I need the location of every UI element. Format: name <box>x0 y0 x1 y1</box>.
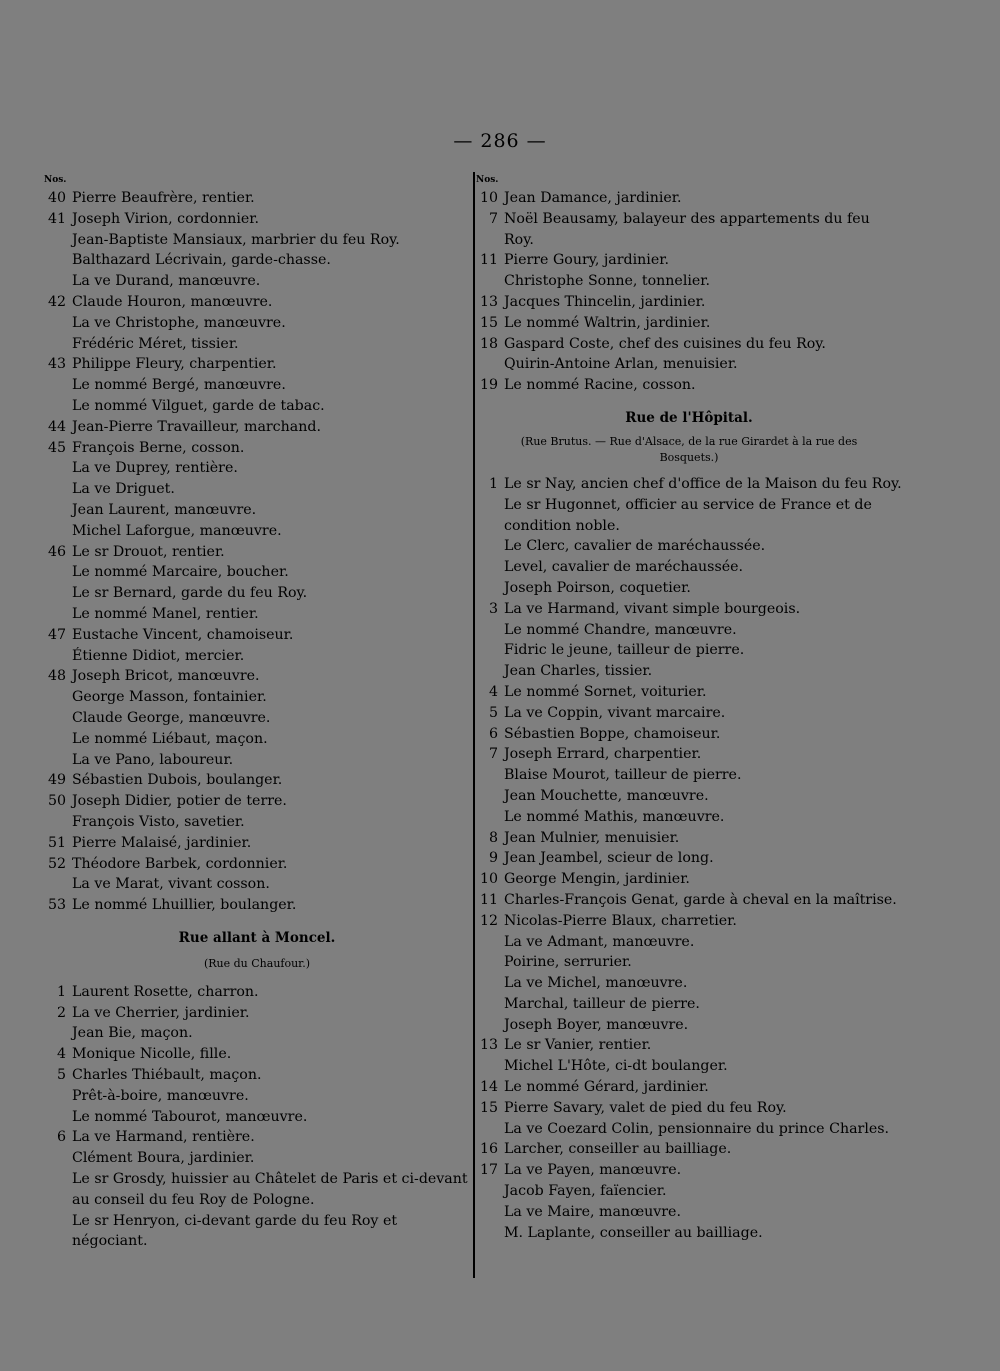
entry-text: Eustache Vincent, chamoiseur. <box>72 626 294 643</box>
entry-number: 40 <box>47 190 66 206</box>
entry-number: 10 <box>479 190 498 206</box>
entry-number: 51 <box>47 834 66 851</box>
entry-row <box>474 869 904 890</box>
entry-row <box>474 744 904 765</box>
entry-row <box>474 682 904 703</box>
right-column <box>474 172 904 1243</box>
section-entry-list <box>44 982 470 1252</box>
entry-text: Le sr Vanier, rentier. <box>504 1037 652 1054</box>
entry-text: La ve Christophe, manœuvre. <box>72 314 286 331</box>
entry-number: 5 <box>56 1067 66 1084</box>
entry-row <box>44 209 470 230</box>
entry-row <box>474 313 904 334</box>
entry-row <box>474 334 904 355</box>
left-column <box>44 172 470 1252</box>
entry-row <box>474 495 904 537</box>
entry-text: Le nommé Tabourot, manœuvre. <box>72 1108 308 1125</box>
entry-text: Jean Laurent, manœuvre. <box>72 501 257 518</box>
entry-text: Le sr Henryon, ci-devant garde du feu Roy et négociant. <box>72 1212 398 1250</box>
entry-row <box>44 833 470 854</box>
entry-text: Philippe Fleury, charpentier. <box>72 356 277 373</box>
entry-text: Le sr Drouot, rentier. <box>72 543 225 560</box>
page-number: — 286 — <box>453 130 547 152</box>
entry-text: Le nommé Mathis, manœuvre. <box>504 808 725 825</box>
entry-number: 43 <box>47 356 66 373</box>
entry-text: La ve Coppin, vivant marcaire. <box>504 704 726 721</box>
entry-row <box>44 1065 470 1086</box>
entry-text: Le nommé Chandre, manœuvre. <box>504 621 737 638</box>
entry-row <box>474 724 904 745</box>
entry-number: 41 <box>47 210 66 227</box>
entry-row <box>44 396 470 417</box>
section-subtitle: (Rue du Chaufour.) <box>203 956 311 970</box>
entry-text: Le nommé Vilguet, garde de tabac. <box>72 397 325 414</box>
entry-text: Clément Boura, jardinier. <box>72 1150 255 1167</box>
entry-row <box>44 750 470 771</box>
entry-text: Le nommé Bergé, manœuvre. <box>72 377 286 394</box>
entry-row <box>44 1211 470 1253</box>
entry-list <box>474 188 904 396</box>
entry-text: Le nommé Marcaire, boucher. <box>72 564 289 581</box>
entry-row <box>474 703 904 724</box>
entry-number: 50 <box>47 793 66 810</box>
entry-text: La ve Maire, manœuvre. <box>504 1203 681 1220</box>
entry-text: Le Clerc, cavalier de maréchaussée. <box>504 538 766 555</box>
entry-number: 42 <box>47 293 66 310</box>
entry-row <box>474 911 904 932</box>
entry-text: M. Laplante, conseiller au bailliage. <box>504 1224 763 1241</box>
entry-row <box>44 1148 470 1169</box>
entry-text: François Visto, savetier. <box>72 813 245 830</box>
entry-number: 49 <box>47 772 66 789</box>
entry-row <box>44 604 470 625</box>
entry-text: Jean Mulnier, menuisier. <box>504 829 680 846</box>
entry-row <box>44 646 470 667</box>
entry-row <box>474 375 904 396</box>
entry-text: La ve Duprey, rentière. <box>72 460 238 477</box>
entry-row <box>44 1107 470 1128</box>
entry-text: La ve Coezard Colin, pensionnaire du prince Charles. <box>504 1120 890 1137</box>
entry-text: Joseph Poirson, coquetier. <box>504 579 691 596</box>
entry-row <box>474 994 904 1015</box>
entry-number: 44 <box>47 418 66 435</box>
numbers-header: Nos. <box>476 175 499 185</box>
entry-text: George Mengin, jardinier. <box>504 871 690 888</box>
entry-row <box>44 770 470 791</box>
entry-text: Le nommé Gérard, jardinier. <box>504 1079 709 1096</box>
entry-row <box>44 1086 470 1107</box>
entry-row <box>44 438 470 459</box>
entry-text: Quirin-Antoine Arlan, menuisier. <box>504 356 738 373</box>
entry-text: La ve Payen, manœuvre. <box>504 1162 682 1179</box>
entry-row <box>44 982 470 1003</box>
entry-text: Le nommé Sornet, voiturier. <box>504 683 707 700</box>
entry-row <box>474 1098 904 1119</box>
entry-number: 13 <box>479 1037 498 1054</box>
entry-row <box>44 562 470 583</box>
entry-row <box>474 1056 904 1077</box>
entry-text: Le nommé Manel, rentier. <box>72 605 259 622</box>
entry-text: Le nommé Liébaut, maçon. <box>72 730 268 747</box>
section-title: Rue allant à Moncel. <box>178 929 336 946</box>
entry-text: François Berne, cosson. <box>72 439 245 456</box>
numbers-header: Nos. <box>44 175 67 185</box>
entry-row <box>44 895 470 916</box>
entry-text: Charles Thiébault, maçon. <box>72 1067 262 1084</box>
entry-row <box>474 1077 904 1098</box>
entry-text: La ve Admant, manœuvre. <box>504 933 695 950</box>
entry-text: Balthazard Lécrivain, garde-chasse. <box>72 252 331 269</box>
entry-number: 6 <box>56 1129 66 1146</box>
entry-row <box>474 1202 904 1223</box>
entry-number: 1 <box>488 475 498 492</box>
entry-number: 14 <box>479 1079 498 1096</box>
entry-number: 7 <box>488 210 498 227</box>
entry-text: Jean Mouchette, manœuvre. <box>504 787 709 804</box>
entry-row <box>44 375 470 396</box>
entry-row <box>474 661 904 682</box>
entry-number: 6 <box>488 725 498 742</box>
entry-number: 48 <box>47 668 66 685</box>
entry-number: 52 <box>47 855 66 872</box>
section-entry-list <box>474 474 904 1243</box>
entry-text: La ve Driguet. <box>72 481 175 498</box>
entry-row <box>44 334 470 355</box>
entry-row <box>44 188 470 209</box>
entry-row <box>474 250 904 271</box>
entry-number: 1 <box>56 983 66 1000</box>
entry-text: Le nommé Racine, cosson. <box>504 377 696 394</box>
entry-text: Larcher, conseiller au bailliage. <box>504 1141 732 1158</box>
entry-text: Pierre Savary, valet de pied du feu Roy. <box>504 1099 787 1116</box>
entry-text: Joseph Errard, charpentier. <box>504 746 702 763</box>
entry-row <box>474 271 904 292</box>
entry-row <box>474 828 904 849</box>
entry-row <box>44 625 470 646</box>
entry-number: 8 <box>488 829 498 846</box>
entry-row <box>474 620 904 641</box>
entry-row <box>44 854 470 875</box>
entry-text: La ve Cherrier, jardinier. <box>72 1004 250 1021</box>
entry-text: Fidric le jeune, tailleur de pierre. <box>504 642 745 659</box>
entry-text: Noël Beausamy, balayeur des appartements du feu Roy. <box>504 210 870 248</box>
entry-number: 47 <box>47 626 66 643</box>
entry-row <box>44 479 470 500</box>
entry-text: Joseph Boyer, manœuvre. <box>504 1016 689 1033</box>
entry-row <box>474 932 904 953</box>
entry-text: Prêt-à-boire, manœuvre. <box>72 1087 249 1104</box>
entry-text: Le nommé Lhuillier, boulanger. <box>72 897 297 914</box>
entry-text: Jean-Pierre Travailleur, marchand. <box>72 418 321 435</box>
entry-text: Claude Houron, manœuvre. <box>72 293 273 310</box>
entry-row <box>44 729 470 750</box>
entry-row <box>44 1169 470 1211</box>
entry-text: Jean Jeambel, scieur de long. <box>504 850 714 867</box>
entry-text: Michel Laforgue, manœuvre. <box>72 522 282 539</box>
entry-row <box>44 812 470 833</box>
entry-row <box>474 354 904 375</box>
entry-row <box>474 765 904 786</box>
entry-text: Nicolas-Pierre Blaux, charretier. <box>504 912 737 929</box>
entry-text: Marchal, tailleur de pierre. <box>504 995 700 1012</box>
entry-text: Jacques Thincelin, jardinier. <box>504 293 706 310</box>
entry-number: 45 <box>47 439 66 456</box>
entry-text: George Masson, fontainier. <box>72 689 267 706</box>
entry-text: Pierre Goury, jardinier. <box>504 252 669 269</box>
entry-number: 46 <box>47 543 66 560</box>
entry-row <box>44 271 470 292</box>
entry-text: La ve Harmand, vivant simple bourgeois. <box>504 600 801 617</box>
entry-row <box>44 874 470 895</box>
entry-row <box>474 536 904 557</box>
entry-row <box>44 1003 470 1024</box>
entry-number: 16 <box>479 1141 498 1158</box>
entry-row <box>474 1015 904 1036</box>
entry-row <box>44 1023 470 1044</box>
entry-number: 11 <box>479 252 498 269</box>
entry-text: Claude George, manœuvre. <box>72 709 271 726</box>
entry-row <box>474 1119 904 1140</box>
entry-text: Blaise Mourot, tailleur de pierre. <box>504 767 742 784</box>
entry-row <box>44 791 470 812</box>
entry-text: Joseph Didier, potier de terre. <box>72 793 287 810</box>
entry-row <box>474 209 904 251</box>
section-title: Rue de l'Hôpital. <box>625 409 753 426</box>
entry-text: La ve Durand, manœuvre. <box>72 273 261 290</box>
entry-number: 10 <box>479 871 498 888</box>
entry-text: Le sr Bernard, garde du feu Roy. <box>72 585 308 602</box>
entry-text: Christophe Sonne, tonnelier. <box>504 273 711 290</box>
entry-number: 3 <box>488 600 498 617</box>
entry-text: Joseph Bricot, manœuvre. <box>72 668 260 685</box>
entry-number: 4 <box>56 1046 66 1063</box>
entry-row <box>44 354 470 375</box>
entry-text: La ve Marat, vivant cosson. <box>72 876 270 893</box>
entry-row <box>44 250 470 271</box>
entry-text: Pierre Malaisé, jardinier. <box>72 834 252 851</box>
entry-row <box>44 292 470 313</box>
entry-text: Poirine, serrurier. <box>504 954 632 971</box>
entry-text: Jean Charles, tissier. <box>504 663 653 680</box>
entry-text: Le nommé Waltrin, jardinier. <box>504 314 711 331</box>
entry-row <box>44 417 470 438</box>
entry-row <box>44 666 470 687</box>
entry-text: Le sr Grosdy, huissier au Châtelet de Paris et ci-devant au conseil du feu Roy de Pologne. <box>72 1171 468 1208</box>
entry-row <box>474 1160 904 1181</box>
entry-number: 5 <box>488 704 498 721</box>
entry-number: 17 <box>479 1162 498 1179</box>
entry-row <box>44 1044 470 1065</box>
entry-text: Sébastien Boppe, chamoiseur. <box>504 725 721 742</box>
entry-number: 53 <box>47 897 66 914</box>
entry-number: 12 <box>479 912 498 929</box>
entry-text: Joseph Virion, cordonnier. <box>72 210 260 227</box>
entry-list <box>44 188 470 916</box>
entry-row <box>474 786 904 807</box>
entry-text: Théodore Barbek, cordonnier. <box>72 855 288 872</box>
entry-text: Pierre Beaufrère, rentier. <box>72 190 255 206</box>
entry-number: 18 <box>479 335 498 352</box>
entry-text: Le sr Nay, ancien chef d'office de la Maison du feu Roy. <box>504 475 902 492</box>
entry-text: Frédéric Méret, tissier. <box>72 335 239 352</box>
section-subtitle: (Rue Brutus. — Rue d'Alsace, de la rue Girardet à la rue des Bosquets.) <box>520 434 858 464</box>
entry-row <box>44 313 470 334</box>
entry-row <box>474 1181 904 1202</box>
entry-row <box>44 708 470 729</box>
entry-row <box>44 583 470 604</box>
entry-text: Jean Bie, maçon. <box>72 1025 193 1042</box>
entry-row <box>474 474 904 495</box>
entry-row <box>44 458 470 479</box>
entry-row <box>474 890 904 911</box>
entry-row <box>474 557 904 578</box>
entry-text: Sébastien Dubois, boulanger. <box>72 772 283 789</box>
entry-number: 19 <box>479 377 498 394</box>
entry-text: Gaspard Coste, chef des cuisines du feu Roy. <box>504 335 826 352</box>
entry-number: 15 <box>479 314 498 331</box>
entry-row <box>474 848 904 869</box>
entry-row <box>474 973 904 994</box>
entry-text: Charles-François Genat, garde à cheval en la maîtrise. <box>504 891 897 908</box>
entry-row <box>44 687 470 708</box>
entry-row <box>474 1035 904 1056</box>
entry-text: Le sr Hugonnet, officier au service de France et de condition noble. <box>504 496 872 534</box>
entry-row <box>44 521 470 542</box>
entry-text: La ve Pano, laboureur. <box>72 751 234 768</box>
entry-row <box>474 578 904 599</box>
entry-text: Level, cavalier de maréchaussée. <box>504 559 744 576</box>
entry-text: Michel L'Hôte, ci-dt boulanger. <box>504 1058 728 1075</box>
entry-number: 4 <box>488 683 498 700</box>
entry-row <box>474 292 904 313</box>
entry-text: Jacob Fayen, faïencier. <box>504 1183 667 1200</box>
entry-text: Monique Nicolle, fille. <box>72 1046 232 1063</box>
entry-text: La ve Harmand, rentière. <box>72 1129 255 1146</box>
entry-text: Laurent Rosette, charron. <box>72 983 259 1000</box>
entry-text: Jean Damance, jardinier. <box>504 190 682 206</box>
entry-text: La ve Michel, manœuvre. <box>504 975 688 992</box>
entry-row <box>474 807 904 828</box>
entry-row <box>474 188 904 209</box>
entry-row <box>474 599 904 620</box>
entry-row <box>474 1139 904 1160</box>
entry-number: 11 <box>479 891 498 908</box>
entry-number: 9 <box>488 850 498 867</box>
entry-row <box>44 1127 470 1148</box>
entry-row <box>44 542 470 563</box>
entry-row <box>474 1223 904 1244</box>
entry-number: 15 <box>479 1099 498 1116</box>
entry-number: 2 <box>56 1004 66 1021</box>
entry-number: 7 <box>488 746 498 763</box>
entry-row <box>474 640 904 661</box>
entry-row <box>44 500 470 521</box>
entry-row <box>474 952 904 973</box>
entry-text: Étienne Didiot, mercier. <box>72 647 245 664</box>
entry-text: Jean-Baptiste Mansiaux, marbrier du feu Roy. <box>72 231 400 248</box>
entry-row <box>44 230 470 251</box>
entry-number: 13 <box>479 293 498 310</box>
